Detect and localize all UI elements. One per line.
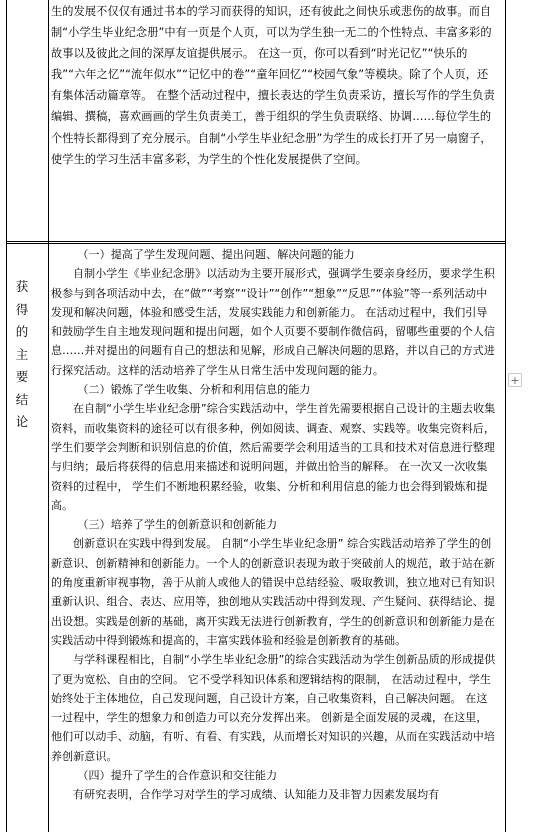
section-heading-1: （一）提高了学生发现问题、提出问题、解决问题的能力 <box>77 248 355 261</box>
row-divider <box>7 241 505 242</box>
section-heading-4: （四）提升了学生的合作意识和交往能力 <box>77 769 278 783</box>
label-char: 主 <box>15 346 29 362</box>
section-paragraph-3: 创新意识在实践中得到发展。 自制“小学生毕业纪念册” 综合实践活动培养了学生的创新意识、创新精神和创新能力。一个人的创新意识表现为敢于突破前人的规范，敢于站在新的角度重新审视事物，善于从前人或他人的错误中总结经验、吸取教训，独立地对已有知识重新认识、组合、表达、应用等，独创地从实践活动中得到发现、产生疑问、获得结论、提出设想。实践是创新的基础，离开实践无法进行创新教育，学生的创新意识和创新能力是在实践活动中得到锻炼和提高的，丰富实践体验和经验是创新教育的基础。 <box>51 537 495 647</box>
label-char: 的 <box>15 324 29 339</box>
label-char: 论 <box>15 414 29 429</box>
section-heading-2: （二）锻炼了学生收集、分析和利用信息的能力 <box>77 383 311 397</box>
section-paragraph-5: 有研究表明，合作学习对学生的学习成绩、认知能力及非智力因素发展均有 <box>73 788 440 802</box>
upper-paragraph: 生的发展不仅仅有通过书本的学习而获得的知识，还有彼此之间快乐或悲伤的故事。而自制“小学生毕业纪念册”中有一页是个人页，可以为学生独一无二的个性特点、丰富多彩的故事以及彼此之间的深厚友谊提供展示。 在这一页，你可以看到“时光记忆”“快乐的我”“六年之忆”“流年似水”“记忆中的卷”“童年回忆”“校园气象”等模块。除了个人页，还有集体活动篇章等。 在整个活动过程中，擅长表达的学生负责采访，擅长写作的学生负责编辑、撰稿，喜欢画画的学生负责美工，善于组织的学生负责联络、协调……每位学生的个性特长都得到了充分展示。自制“小学生毕业纪念册”为学生的成长打开了另一扇窗子，使学生的学习生活丰富多彩，为学生的个性化发展提供了空间。 <box>51 5 495 166</box>
section-paragraph-1: 自制小学生《毕业纪念册》以活动为主要开展形式，强调学生要亲身经历，要求学生积极参与到各项活动中去，在“做”“考察”“设计”“创作”“想象”“反思”“体验”等一系列活动中发现和解决问题，体验和感受生活，发展实践能力和创新能力。 在活动过程中，我们引导和鼓励学生自主地发现问题和提出问题，如个人页要不要制作微信码，留哪些重要的个人信息……并对提出的问题有自己的想法和见解，形成自己解决问题的思路，并以自己的方式进行探究活动。这样的活动培养了学生从日常生活中发现问题的能力。 <box>51 267 495 377</box>
label-char: 得 <box>15 301 29 317</box>
column-divider <box>48 0 49 832</box>
label-char: 要 <box>15 369 29 384</box>
row-label-main-conclusions <box>6 276 38 434</box>
upper-cell-text <box>51 1 498 170</box>
lower-cell-text <box>51 245 498 805</box>
section-paragraph-2: 在自制“小学生毕业纪念册”综合实践活动中，学生首先需要根据自己设计的主题去收集资料，而收集资料的途径可以有很多种，例如阅读、调查、观察、实践等。收集完资料后，学生们要学会判断和识别信息的价值，然后需要学会利用适当的工具和技术对信息进行整理与归纳；最后将获得的信息用来描述和说明问题，并做出恰当的解释。 在一次又一次收集资料的过程中， 学生们不断地积累经验，收集、分析和利用信息的能力也会得到锻炼和提高。 <box>51 402 496 512</box>
row-divider-inner <box>7 243 505 244</box>
label-char: 获 <box>15 279 29 294</box>
label-char: 结 <box>15 391 29 407</box>
add-row-button[interactable]: + <box>508 373 522 387</box>
section-paragraph-4: 与学科课程相比，自制“小学生毕业纪念册”的综合实践活动为学生创新品质的形成提供了更为宽松、自由的空间。 它不受学科知识体系和逻辑结构的限制， 在活动过程中，学生始终处于主体地位，自己发现问题，自己设计方案，自己收集资料，自己解决问题。 在这一过程中，学生的想象力和创造力可以充分发挥出来。 创新是全面发展的灵魂，在这里，他们可以动手、动脑，有听、有看、有实践，从而增长对知识的兴趣，从而在实践活动中培养创新意识。 <box>51 653 496 763</box>
section-heading-3: （三）培养了学生的创新意识和创新能力 <box>77 518 278 532</box>
